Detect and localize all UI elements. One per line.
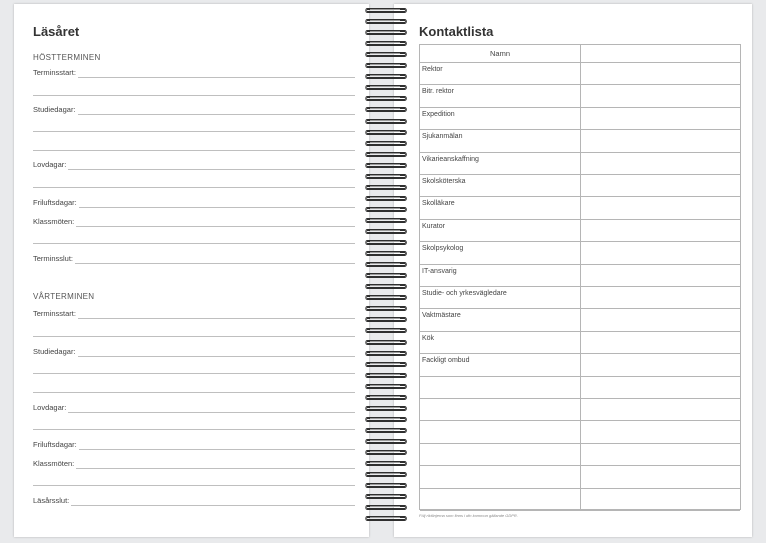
spiral-coil (362, 360, 410, 369)
table-row[interactable] (420, 331, 740, 354)
write-line[interactable] (33, 131, 355, 132)
spiral-coil (362, 28, 410, 37)
spiral-coil (362, 426, 410, 435)
contact-role-label: Rektor (422, 66, 443, 73)
field-autumn-term-end[interactable] (33, 254, 355, 264)
spiral-coil (362, 150, 410, 159)
spiral-coil (362, 238, 410, 247)
write-line[interactable] (33, 243, 355, 244)
field-autumn-holidays[interactable] (33, 160, 355, 170)
field-label: Lovdagar: (33, 403, 67, 412)
spiral-coil (362, 404, 410, 413)
field-label: Terminsstart: (33, 309, 76, 318)
spiral-coil (362, 61, 410, 70)
spiral-coil (362, 382, 410, 391)
spiral-coil (362, 72, 410, 81)
spiral-coil (362, 481, 410, 490)
field-autumn-term-start[interactable] (33, 68, 355, 78)
field-label: Friluftsdagar: (33, 440, 77, 449)
spiral-coil (362, 105, 410, 114)
table-row[interactable] (420, 152, 740, 175)
field-autumn-study-days[interactable] (33, 105, 355, 115)
spiral-coil (362, 448, 410, 457)
spiral-coil (362, 326, 410, 335)
left-page (14, 4, 369, 537)
spiral-coil (362, 216, 410, 225)
write-line[interactable] (33, 429, 355, 430)
spiral-coil (362, 50, 410, 59)
field-label: Terminsslut: (33, 254, 74, 263)
spiral-coil (362, 271, 410, 280)
write-line[interactable] (33, 95, 355, 96)
spiral-coil (362, 492, 410, 501)
page-title-kontaktlista: Kontaktlista (419, 24, 494, 39)
table-row[interactable] (420, 308, 740, 331)
spiral-coil (362, 315, 410, 324)
field-spring-study-days[interactable] (33, 347, 355, 357)
contact-role-label: IT-ansvarig (422, 267, 457, 275)
contact-role-label: Fackligt ombud (422, 357, 470, 365)
spiral-coil (362, 17, 410, 26)
spiral-coil (362, 139, 410, 148)
spiral-coil (362, 128, 410, 137)
spiral-coil (362, 371, 410, 380)
spiral-coil (362, 172, 410, 181)
spiral-coil (362, 94, 410, 103)
table-row[interactable] (420, 264, 740, 287)
table-row[interactable] (420, 353, 740, 376)
field-label: Lovdagar: (33, 160, 67, 169)
contact-role-label: Skolpsykolog (422, 245, 464, 253)
contact-role-label: Bitr. rektor (422, 88, 454, 96)
table-row[interactable] (420, 129, 740, 152)
spiral-coil (362, 161, 410, 170)
spiral-coil (362, 415, 410, 424)
field-spring-class-meetings[interactable] (33, 459, 355, 469)
spiral-coil (362, 349, 410, 358)
spiral-coil (362, 194, 410, 203)
field-autumn-outdoor-days[interactable] (33, 198, 355, 208)
field-spring-term-start[interactable] (33, 309, 355, 319)
write-line[interactable] (33, 392, 355, 393)
field-spring-holidays[interactable] (33, 403, 355, 413)
spiral-coil (362, 304, 410, 313)
write-line[interactable] (33, 150, 355, 151)
table-row[interactable] (420, 107, 740, 130)
spiral-coil (362, 39, 410, 48)
spiral-binding (362, 6, 412, 526)
spiral-coil (362, 514, 410, 523)
contact-role-label: Skolläkare (422, 200, 455, 208)
contact-role-label: Vaktmästare (422, 312, 461, 320)
spiral-coil (362, 503, 410, 512)
spiral-coil (362, 117, 410, 126)
spiral-coil (362, 459, 410, 468)
spiral-coil (362, 282, 410, 291)
spiral-coil (362, 393, 410, 402)
contact-role-label: Expedition (422, 110, 455, 118)
table-row[interactable] (420, 488, 740, 511)
spiral-coil (362, 227, 410, 236)
spiral-coil (362, 260, 410, 269)
spiral-coil (362, 6, 410, 15)
field-label: Friluftsdagar: (33, 198, 77, 207)
spiral-coil (362, 205, 410, 214)
section-heading-autumn: HÖSTTERMINEN (33, 53, 101, 62)
table-row[interactable] (420, 62, 740, 85)
table-row[interactable] (420, 84, 740, 107)
table-row[interactable] (420, 443, 740, 466)
field-autumn-class-meetings[interactable] (33, 217, 355, 227)
write-line[interactable] (33, 485, 355, 486)
table-row[interactable] (420, 219, 740, 242)
contact-role-label: Studie- och yrkesvägledare (422, 290, 507, 297)
table-row[interactable] (420, 174, 740, 197)
field-school-year-end[interactable] (33, 496, 355, 506)
table-row[interactable] (420, 465, 740, 488)
write-line[interactable] (33, 187, 355, 188)
contact-role-label: Skolsköterska (422, 178, 466, 185)
contact-role-label: Kurator (422, 222, 445, 230)
table-row[interactable] (420, 196, 740, 219)
spiral-coil (362, 249, 410, 258)
table-row[interactable] (420, 241, 740, 264)
spiral-coil (362, 183, 410, 192)
field-label: Studiedagar: (33, 347, 76, 356)
page-title-lasaret: Läsåret (33, 24, 80, 39)
column-header-name: Namn (489, 49, 510, 58)
spiral-coil (362, 293, 410, 302)
field-label: Terminsstart: (33, 68, 76, 77)
table-row[interactable] (420, 420, 740, 443)
gdpr-footnote: Följ riktlinjerna som finns i din kommun gällande GDPR. (419, 513, 518, 518)
contact-role-label: Sjukanmälan (422, 133, 463, 141)
section-heading-spring: VÅRTERMINEN (33, 292, 95, 301)
table-row[interactable] (420, 376, 740, 399)
write-line[interactable] (33, 336, 355, 337)
field-label: Klassmöten: (33, 459, 75, 468)
contact-role-label: Kök (422, 334, 435, 342)
spiral-coil (362, 338, 410, 347)
spiral-coil (362, 437, 410, 446)
write-line[interactable] (33, 373, 355, 374)
table-row[interactable] (420, 286, 740, 309)
field-label: Klassmöten: (33, 217, 75, 226)
contact-role-label: Vikarieanskaffning (422, 155, 479, 163)
spiral-coil (362, 470, 410, 479)
contact-table (419, 44, 741, 510)
table-row[interactable] (420, 398, 740, 421)
field-label: Läsårsslut: (33, 496, 70, 505)
field-spring-outdoor-days[interactable] (33, 440, 355, 450)
field-label: Studiedagar: (33, 105, 76, 114)
right-page (394, 4, 752, 537)
spiral-coil (362, 83, 410, 92)
